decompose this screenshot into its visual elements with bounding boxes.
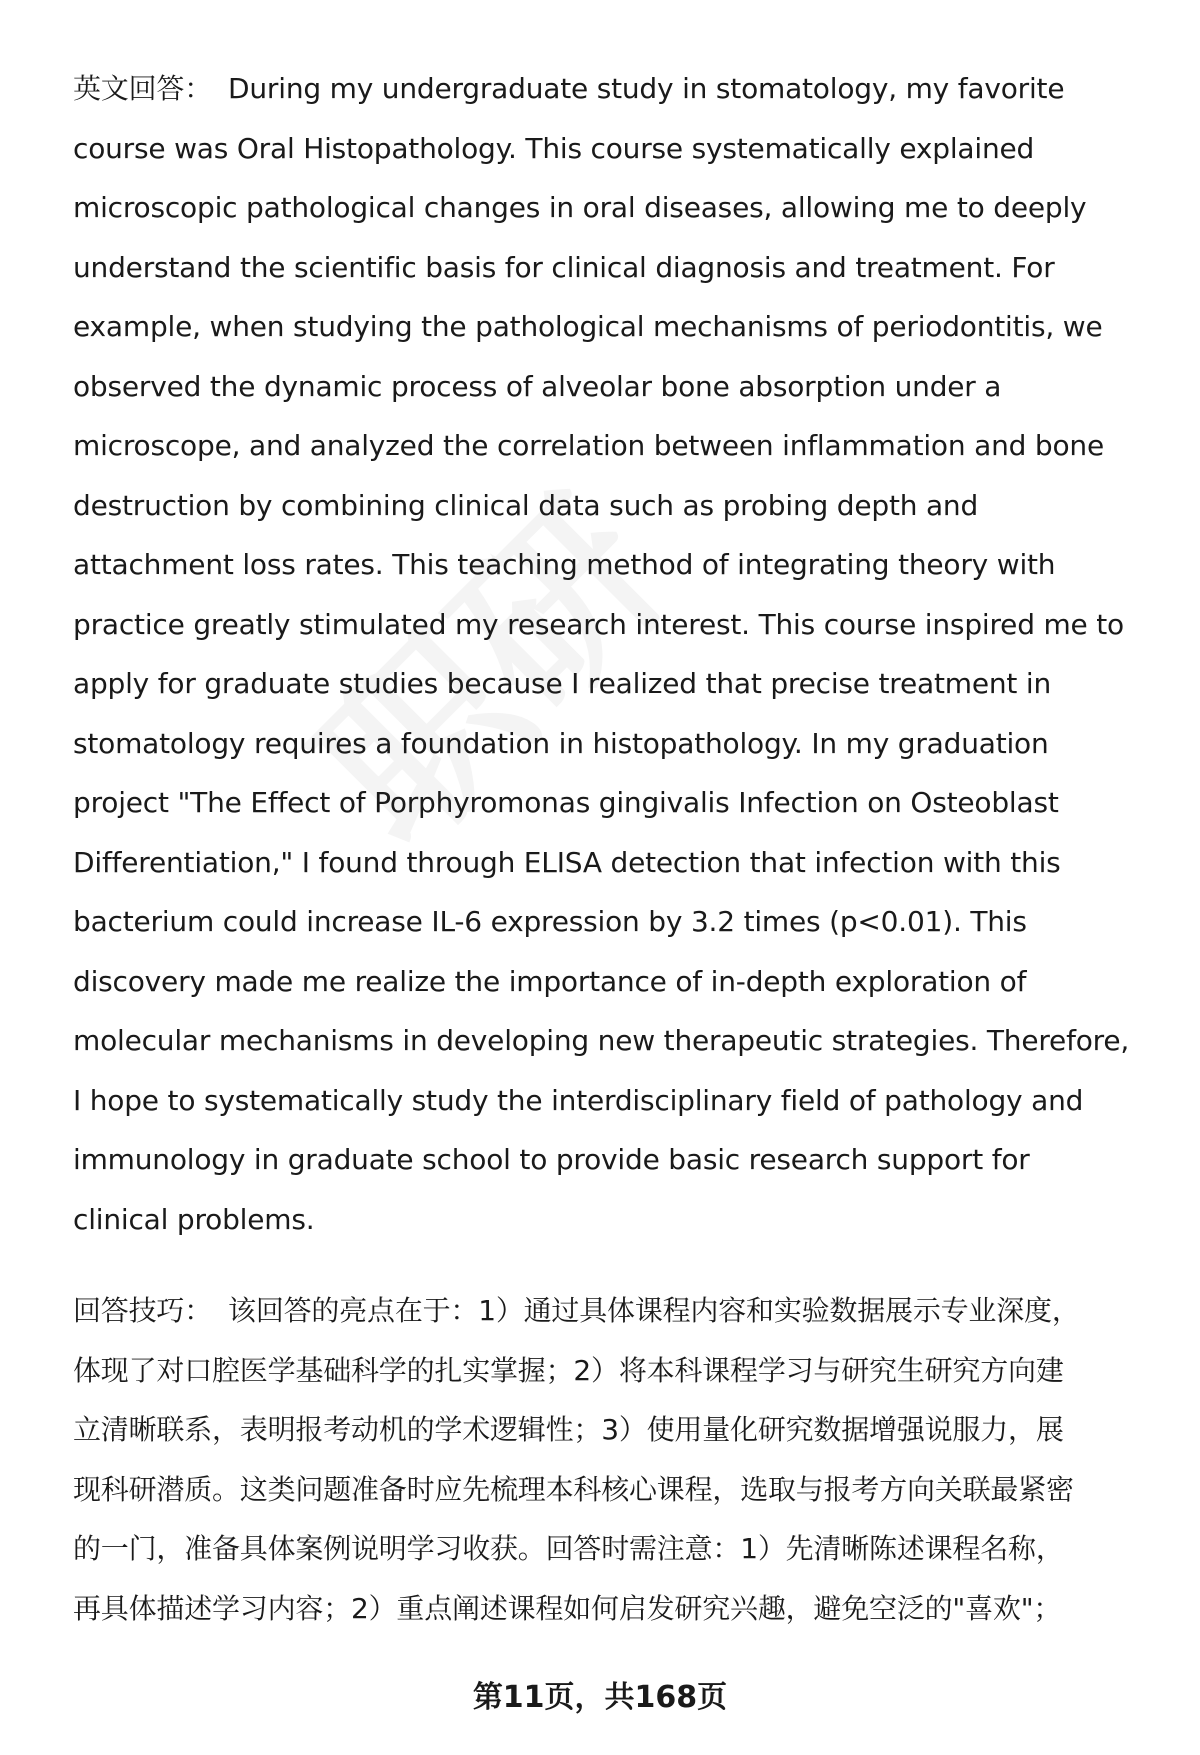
line-text: 现科研潜质。这类问题准备时应先梳理本科核心课程，选取与报考方向关联最紧密 [73,1472,1074,1506]
tips-line [73,1460,1163,1520]
line-text: microscopic pathological changes in oral diseases, allowing me to deeply [73,191,1087,224]
line-text: project "The Effect of Porphyromonas gingivalis Infection on Osteoblast [73,786,1059,819]
answer-line [73,714,1163,774]
page-number-footer: 第11页，共168页 [472,1680,728,1715]
line-text: stomatology requires a foundation in histopathology. In my graduation [73,726,1049,760]
line-text: discovery made me realize the importance of in-depth exploration of [73,964,1027,998]
answer-line [73,595,1163,655]
tips-line [73,1579,1163,1639]
answer-line [73,357,1163,417]
line-text: microscope, and analyzed the correlation between inflammation and bone [73,429,1104,462]
line-text: destruction by combining clinical data such as probing depth and [73,488,979,522]
line-text: 该回答的亮点在于：1）通过具体课程内容和实验数据展示专业深度， [228,1294,1080,1327]
answer-line [73,1011,1163,1071]
answer-line [73,1190,1163,1250]
answer-line [73,178,1163,238]
line-text: 立清晰联系，表明报考动机的学术逻辑性；3）使用量化研究数据增强说服力，展 [73,1413,1064,1446]
line-text: molecular mechanisms in developing new therapeutic strategies. Therefore, [73,1024,1130,1057]
answer-line [73,476,1163,536]
line-text: immunology in graduate school to provide basic research support for [73,1143,1030,1176]
english-answer-section [73,59,1163,1249]
answer-line [73,952,1163,1012]
line-text: bacterium could increase IL-6 expression by 3.2 times (p<0.01). This [73,905,1027,938]
line-text: 再具体描述学习内容；2）重点阐述课程如何启发研究兴趣，避免空泛的"喜欢"； [73,1591,1062,1625]
answer-line [73,833,1163,893]
answer-line [73,238,1163,298]
tips-line [73,1341,1163,1401]
line-text: Differentiation," I found through ELISA detection that infection with this [73,845,1061,879]
answer-line [73,535,1163,595]
line-text: I hope to systematically study the interdisciplinary field of pathology and [73,1083,1084,1117]
answer-line [73,892,1163,952]
answer-line [73,1071,1163,1131]
answer-tips-section [73,1281,1163,1638]
line-text: practice greatly stimulated my research interest. This course inspired me to [73,607,1124,641]
line-text: course was Oral Histopathology. This course systematically explained [73,131,1035,165]
line-text: 体现了对口腔医学基础科学的扎实掌握；2）将本科课程学习与研究生研究方向建 [73,1353,1064,1387]
answer-line [73,59,1163,119]
tips-line [73,1281,1163,1341]
line-text: 的一门，准备具体案例说明学习收获。回答时需注意：1）先清晰陈述课程名称， [73,1532,1064,1565]
answer-line [73,119,1163,179]
answer-line [73,773,1163,833]
tips-label: 回答技巧： [73,1294,213,1327]
tips-line [73,1519,1163,1579]
answer-line [73,1130,1163,1190]
answer-line [73,654,1163,714]
line-text: observed the dynamic process of alveolar bone absorption under a [73,369,1002,403]
answer-line [73,416,1163,476]
line-text: During my undergraduate study in stomatology, my favorite [228,72,1065,105]
line-text: apply for graduate studies because I realized that precise treatment in [73,667,1052,700]
answer-line [73,297,1163,357]
english-answer-label: 英文回答： [73,72,213,105]
line-text: clinical problems. [73,1202,315,1236]
line-text: attachment loss rates. This teaching method of integrating theory with [73,548,1056,581]
line-text: example, when studying the pathological mechanisms of periodontitis, we [73,310,1103,343]
line-text: understand the scientific basis for clinical diagnosis and treatment. For [73,250,1055,284]
tips-line [73,1400,1163,1460]
